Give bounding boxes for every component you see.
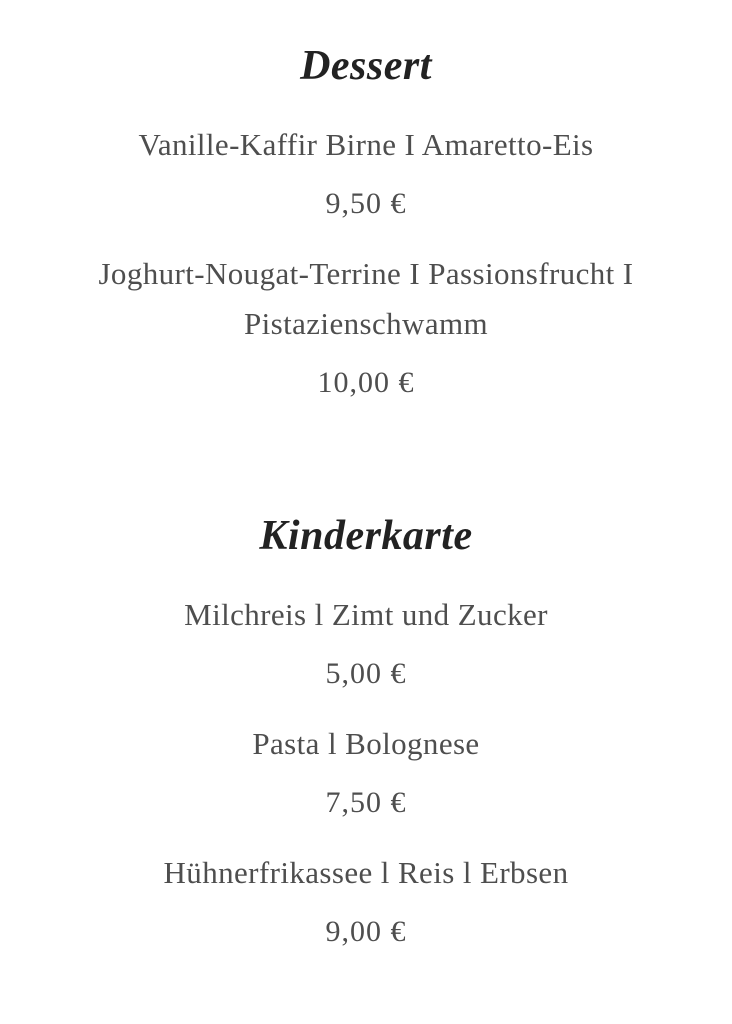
item-price: 7,50 €	[325, 786, 407, 819]
section-title-kinderkarte: Kinderkarte	[259, 513, 473, 559]
item-name: Joghurt-Nougat-Terrine I Passionsfrucht I Pistazienschwamm	[98, 256, 634, 341]
item-name: Milchreis l Zimt und Zucker	[184, 597, 548, 632]
menu-section-dessert	[28, 42, 704, 402]
menu-item	[28, 590, 704, 693]
menu-section-kinderkarte	[28, 512, 704, 951]
section-title-dessert: Dessert	[300, 43, 432, 89]
item-price: 9,00 €	[325, 915, 407, 948]
menu-item	[28, 249, 704, 402]
item-price: 10,00 €	[317, 366, 415, 399]
item-price: 9,50 €	[325, 187, 407, 220]
item-name: Vanille-Kaffir Birne I Amaretto-Eis	[138, 127, 594, 162]
item-price: 5,00 €	[325, 657, 407, 690]
menu-item	[28, 848, 704, 951]
menu-item	[28, 719, 704, 822]
item-name: Pasta l Bolognese	[252, 726, 480, 761]
item-name: Hühnerfrikassee l Reis l Erbsen	[163, 855, 569, 890]
menu-item	[28, 120, 704, 223]
